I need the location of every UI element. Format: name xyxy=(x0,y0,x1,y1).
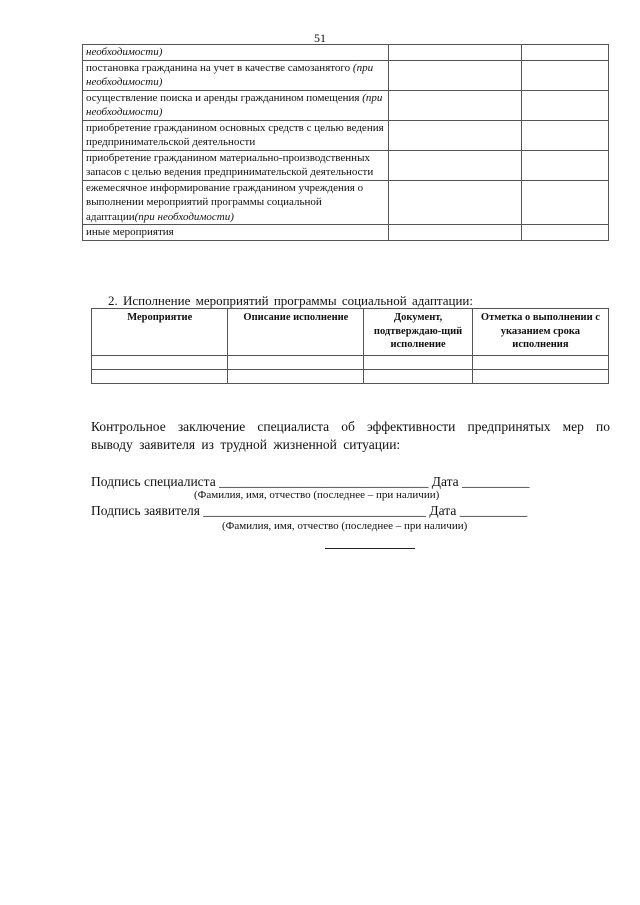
measure-note: (при необходимости) xyxy=(86,91,383,118)
applicant-signature-line: Подпись заявителя _________________________________ Дата __________ xyxy=(91,503,528,518)
measure-cell xyxy=(83,225,389,241)
table-cell[interactable] xyxy=(522,90,609,120)
table-cell[interactable] xyxy=(522,120,609,150)
measures-table xyxy=(82,44,609,241)
specialist-name-hint: (Фамилия, имя, отчество (последнее – при наличии) xyxy=(194,489,440,501)
measure-text: приобретение гражданином основных средств с целью ведения предпринимательской деятельности xyxy=(86,121,384,148)
measure-cell xyxy=(83,45,389,61)
table-cell[interactable] xyxy=(228,355,364,369)
measure-text: ежемесячное информирование гражданином учреждения о выполнении мероприятий программы социальной адаптации xyxy=(86,181,364,223)
measure-cell xyxy=(83,60,389,90)
table-row xyxy=(83,45,609,61)
table-cell[interactable] xyxy=(522,60,609,90)
specialist-signature-line: Подпись специалиста _______________________________ Дата __________ xyxy=(91,474,530,489)
table-cell[interactable] xyxy=(389,180,522,225)
table-row xyxy=(83,150,609,180)
table-cell[interactable] xyxy=(522,180,609,225)
table-cell[interactable] xyxy=(364,369,473,383)
execution-table-header-row xyxy=(92,309,609,356)
table-cell[interactable] xyxy=(522,45,609,61)
measure-note: (при необходимости) xyxy=(134,210,234,223)
table-cell[interactable] xyxy=(389,225,522,241)
table-row xyxy=(83,180,609,225)
section-2-title: 2. Исполнение мероприятий программы социальной адаптации: xyxy=(108,293,474,308)
table-row xyxy=(83,60,609,90)
table-cell[interactable] xyxy=(389,60,522,90)
header-document: Документ, подтверждаю-щий исполнение xyxy=(364,309,473,356)
table-cell[interactable] xyxy=(389,45,522,61)
execution-table xyxy=(91,308,609,384)
table-cell[interactable] xyxy=(228,369,364,383)
table-cell[interactable] xyxy=(92,355,228,369)
applicant-name-hint: (Фамилия, имя, отчество (последнее – при наличии) xyxy=(222,520,468,532)
table-cell[interactable] xyxy=(364,355,473,369)
table-row xyxy=(92,369,609,383)
closing-divider xyxy=(325,548,415,549)
measure-note: необходимости) xyxy=(86,46,163,58)
header-measure: Мероприятие xyxy=(92,309,228,356)
header-description: Описание исполнение xyxy=(228,309,364,356)
measure-text: иные мероприятия xyxy=(86,226,174,238)
measure-cell xyxy=(83,90,389,120)
measure-text: приобретение гражданином материально-производственных запасов с целью ведения предпринимательской деятельности xyxy=(86,151,374,178)
table-row xyxy=(83,90,609,120)
table-row xyxy=(83,225,609,241)
header-mark: Отметка о выполнении с указанием срока исполнения xyxy=(472,309,608,356)
table-cell[interactable] xyxy=(389,90,522,120)
page-number: 51 xyxy=(314,31,326,45)
measure-text: осуществление поиска и аренды гражданином помещения xyxy=(86,91,363,104)
table-row xyxy=(92,355,609,369)
table-cell[interactable] xyxy=(472,369,608,383)
measure-text: постановка гражданина на учет в качестве самозанятого xyxy=(86,61,353,74)
measure-cell xyxy=(83,150,389,180)
control-conclusion: Контрольное заключение специалиста об эффективности предпринятых мер по выводу заявителя из трудной жизненной ситуации: xyxy=(91,419,610,452)
table-cell[interactable] xyxy=(92,369,228,383)
measure-cell xyxy=(83,180,389,225)
table-cell[interactable] xyxy=(522,225,609,241)
measure-cell xyxy=(83,120,389,150)
table-cell[interactable] xyxy=(522,150,609,180)
table-row xyxy=(83,120,609,150)
table-cell[interactable] xyxy=(389,150,522,180)
table-cell[interactable] xyxy=(472,355,608,369)
table-cell[interactable] xyxy=(389,120,522,150)
measure-note: (при необходимости) xyxy=(86,61,374,88)
